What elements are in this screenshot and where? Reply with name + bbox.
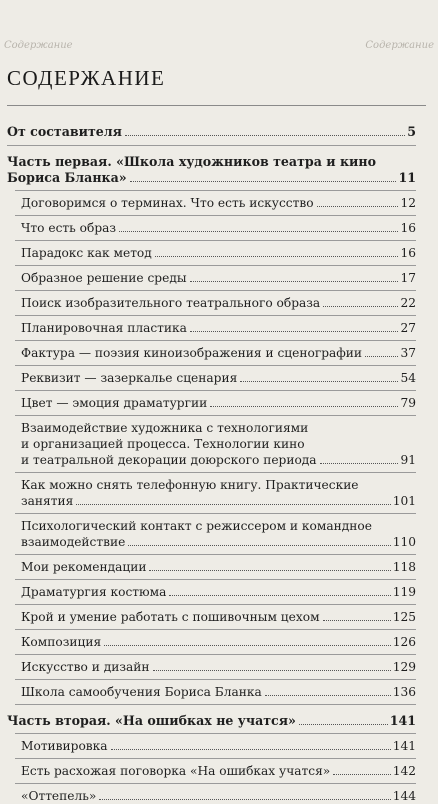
- toc-page-number: 16: [400, 221, 416, 235]
- toc-page-number: 136: [392, 685, 416, 699]
- toc-entry: [21, 788, 416, 804]
- entry-divider: [15, 554, 416, 555]
- dot-leader: [149, 570, 390, 571]
- entry-divider: [15, 215, 416, 216]
- toc-page-number: 126: [392, 635, 416, 649]
- toc-page-number: 91: [400, 453, 416, 467]
- entry-divider: [15, 579, 416, 580]
- toc-entry-text: Поиск изобразительного театрального образа: [21, 296, 321, 310]
- toc-entry-text: Договоримся о терминах. Что есть искусство: [21, 196, 314, 210]
- dot-leader: [190, 331, 399, 332]
- toc-page-number: 37: [400, 346, 416, 360]
- dot-leader: [76, 504, 390, 505]
- toc-page-number: 125: [392, 610, 416, 624]
- toc-page-number: 119: [392, 585, 416, 599]
- toc-entry-text: Парадокс как метод: [21, 246, 152, 260]
- toc-part-heading: [7, 154, 416, 186]
- toc-entry: [21, 245, 416, 261]
- dot-leader: [130, 181, 397, 182]
- toc-entry-text: Психологический контакт с режиссером и командное: [21, 519, 372, 533]
- toc-page-number: 5: [407, 124, 416, 139]
- toc-entry: [21, 477, 416, 509]
- dot-leader: [210, 406, 398, 407]
- toc-page-number: 79: [400, 396, 416, 410]
- title-divider: [7, 105, 426, 106]
- entry-divider: [15, 733, 416, 734]
- dot-leader: [333, 774, 390, 775]
- dot-leader: [265, 695, 391, 696]
- toc-entry-text: Мотивировка: [21, 739, 108, 753]
- toc-page-number: 142: [392, 764, 416, 778]
- page-title: СОДЕРЖАНИЕ: [7, 66, 166, 90]
- running-head-right: Содержание: [365, 40, 434, 51]
- toc-entry: [21, 684, 416, 700]
- entry-divider: [15, 513, 416, 514]
- dot-leader: [104, 645, 391, 646]
- entry-divider: [15, 704, 416, 705]
- entry-divider: [7, 145, 416, 146]
- toc-page-number: 144: [392, 789, 416, 803]
- toc-page-number: 27: [400, 321, 416, 335]
- toc-entry: [21, 295, 416, 311]
- toc-entry: [21, 195, 416, 211]
- toc-entry: [21, 609, 416, 625]
- toc-intro: [7, 124, 416, 140]
- toc-entry: [21, 584, 416, 600]
- entry-divider: [15, 604, 416, 605]
- toc-entry-text: Как можно снять телефонную книгу. Практические: [21, 478, 359, 492]
- toc-entry: [21, 220, 416, 236]
- dot-leader: [365, 356, 398, 357]
- toc-entry: [21, 370, 416, 386]
- toc-page-number: 12: [400, 196, 416, 210]
- toc-page-number: 54: [400, 371, 416, 385]
- table-of-contents: [7, 124, 416, 804]
- toc-entry-text: Образное решение среды: [21, 271, 187, 285]
- toc-entry-text: Есть расхожая поговорка «На ошибках учатся»: [21, 764, 331, 778]
- dot-leader: [320, 463, 399, 464]
- toc-entry: [21, 395, 416, 411]
- toc-entry-text: Школа самообучения Бориса Бланка: [21, 685, 262, 699]
- running-head-left: Содержание: [4, 40, 73, 51]
- entry-divider: [15, 654, 416, 655]
- toc-entry-text: От составителя: [7, 124, 122, 139]
- toc-entry-text: Крой и умение работать с пошивочным цехом: [21, 610, 320, 624]
- toc-entry-text: Цвет — эмоция драматургии: [21, 396, 208, 410]
- toc-entry-text: занятия: [21, 494, 74, 508]
- dot-leader: [323, 620, 391, 621]
- dot-leader: [190, 281, 399, 282]
- toc-entry: [21, 518, 416, 550]
- entry-divider: [15, 679, 416, 680]
- toc-entry: [21, 420, 416, 468]
- toc-entry-text: Бориса Бланка»: [7, 170, 127, 185]
- toc-entry-text: взаимодействие: [21, 535, 126, 549]
- entry-divider: [15, 315, 416, 316]
- toc-entry: [21, 270, 416, 286]
- dot-leader: [317, 206, 399, 207]
- toc-page-number: 129: [392, 660, 416, 674]
- toc-entry-text: Драматургия костюма: [21, 585, 167, 599]
- dot-leader: [169, 595, 390, 596]
- dot-leader: [119, 231, 398, 232]
- entry-divider: [15, 629, 416, 630]
- entry-divider: [15, 415, 416, 416]
- toc-page-number: 118: [392, 560, 416, 574]
- toc-entry-text: Взаимодействие художника с технологиями: [21, 421, 309, 435]
- entry-divider: [15, 390, 416, 391]
- toc-page-number: 17: [400, 271, 416, 285]
- entry-divider: [15, 265, 416, 266]
- toc-entry: [21, 738, 416, 754]
- dot-leader: [153, 670, 391, 671]
- toc-entry-text: Часть первая. «Школа художников театра и кино: [7, 154, 377, 169]
- entry-divider: [15, 190, 416, 191]
- entry-divider: [15, 240, 416, 241]
- dot-leader: [155, 256, 399, 257]
- entry-divider: [15, 340, 416, 341]
- toc-page-number: 16: [400, 246, 416, 260]
- entry-divider: [15, 758, 416, 759]
- toc-entry-text: Мои рекомендации: [21, 560, 147, 574]
- dot-leader: [128, 545, 390, 546]
- dot-leader: [323, 306, 398, 307]
- toc-entry-text: Что есть образ: [21, 221, 117, 235]
- entry-divider: [15, 472, 416, 473]
- entry-divider: [15, 783, 416, 784]
- dot-leader: [125, 135, 405, 136]
- entry-divider: [15, 290, 416, 291]
- toc-page-number: 141: [392, 739, 416, 753]
- toc-entry: [21, 634, 416, 650]
- toc-entry-text: и театральной декорации доюрского периода: [21, 453, 317, 467]
- toc-entry-text: «Оттепель»: [21, 789, 97, 803]
- toc-page-number: 101: [392, 494, 416, 508]
- toc-entry-text: Планировочная пластика: [21, 321, 187, 335]
- toc-entry-text: Часть вторая. «На ошибках не учатся»: [7, 713, 296, 728]
- toc-entry: [21, 320, 416, 336]
- entry-divider: [15, 365, 416, 366]
- toc-entry: [21, 559, 416, 575]
- toc-entry: [21, 763, 416, 779]
- toc-page-number: 11: [398, 170, 416, 185]
- toc-entry: [21, 345, 416, 361]
- dot-leader: [240, 381, 398, 382]
- toc-page-number: 22: [400, 296, 416, 310]
- toc-entry-text: и организацией процесса. Технологии кино: [21, 437, 305, 451]
- toc-entry-text: Искусство и дизайн: [21, 660, 150, 674]
- toc-entry-text: Реквизит — зазеркалье сценария: [21, 371, 238, 385]
- toc-entry: [21, 659, 416, 675]
- toc-page-number: 110: [392, 535, 416, 549]
- toc-entry-text: Фактура — поэзия киноизображения и сценографии: [21, 346, 363, 360]
- running-head: [4, 40, 434, 54]
- dot-leader: [299, 724, 388, 725]
- toc-entry-text: Композиция: [21, 635, 102, 649]
- toc-part-heading: [7, 713, 416, 729]
- dot-leader: [99, 799, 390, 800]
- toc-page-number: 141: [389, 713, 416, 728]
